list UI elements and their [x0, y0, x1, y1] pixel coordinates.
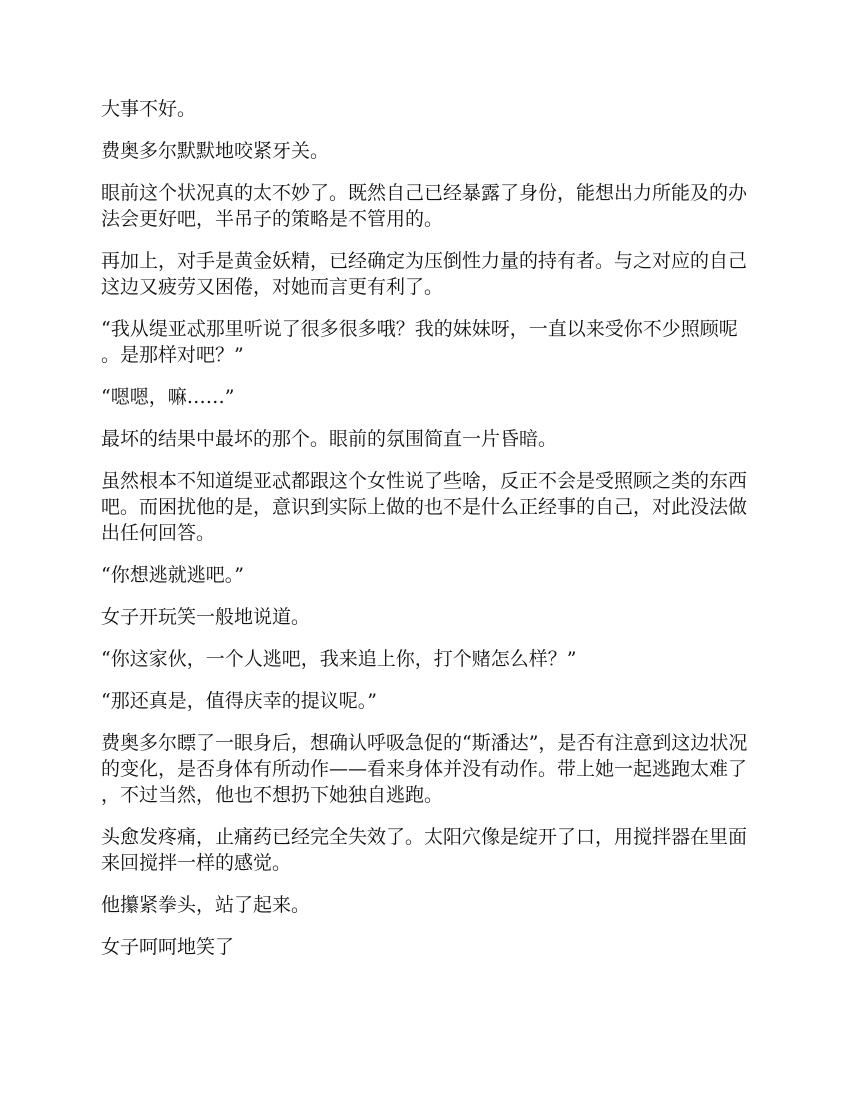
paragraph: “我从缇亚忒那里听说了很多很多哦？我的妹妹呀，一直以来受你不少照顾呢。是那样对吧？” [101, 318, 738, 366]
paragraph: 女子呵呵地笑了 [101, 936, 235, 958]
paragraph: 费奥多尔默默地咬紧牙关。 [101, 140, 330, 162]
paragraph: 费奥多尔瞟了一眼身后，想确认呼吸急促的“斯潘达”，是否有注意到这边状况的变化，是否身体有所动作——看来身体并没有动作。带上她一起逃跑太难了，不过当然，他也不想扔下她独自逃跑。 [101, 732, 748, 806]
paragraph: 大事不好。 [101, 98, 197, 120]
paragraph: “嗯嗯，嘛……” [101, 386, 235, 408]
paragraph: “你这家伙，一个人逃吧，我来追上你，打个赌怎么样？” [101, 648, 577, 670]
paragraph: 再加上，对手是黄金妖精，已经确定为压倒性力量的持有者。与之对应的自己这边又疲劳又困倦，对她而言更有利了。 [101, 250, 748, 298]
paragraph: 虽然根本不知道缇亚忒都跟这个女性说了些啥，反正不会是受照顾之类的东西吧。而困扰他的是，意识到实际上做的也不是什么正经事的自己，对此没法做出任何回答。 [101, 470, 748, 544]
paragraph: 头愈发疼痛，止痛药已经完全失效了。太阳穴像是绽开了口，用搅拌器在里面来回搅拌一样的感觉。 [101, 826, 748, 874]
paragraph: 眼前这个状况真的太不妙了。既然自己已经暴露了身份，能想出力所能及的办法会更好吧，半吊子的策略是不管用的。 [101, 182, 748, 230]
paragraph: “你想逃就逃吧。” [101, 564, 244, 586]
paragraph: 最坏的结果中最坏的那个。眼前的氛围简直一片昏暗。 [101, 428, 558, 450]
paragraph: 女子开玩笑一般地说道。 [101, 606, 311, 628]
paragraph: 他攥紧拳头，站了起来。 [101, 894, 311, 916]
paragraph: “那还真是，值得庆幸的提议呢。” [101, 690, 377, 712]
document-page [101, 96, 751, 976]
